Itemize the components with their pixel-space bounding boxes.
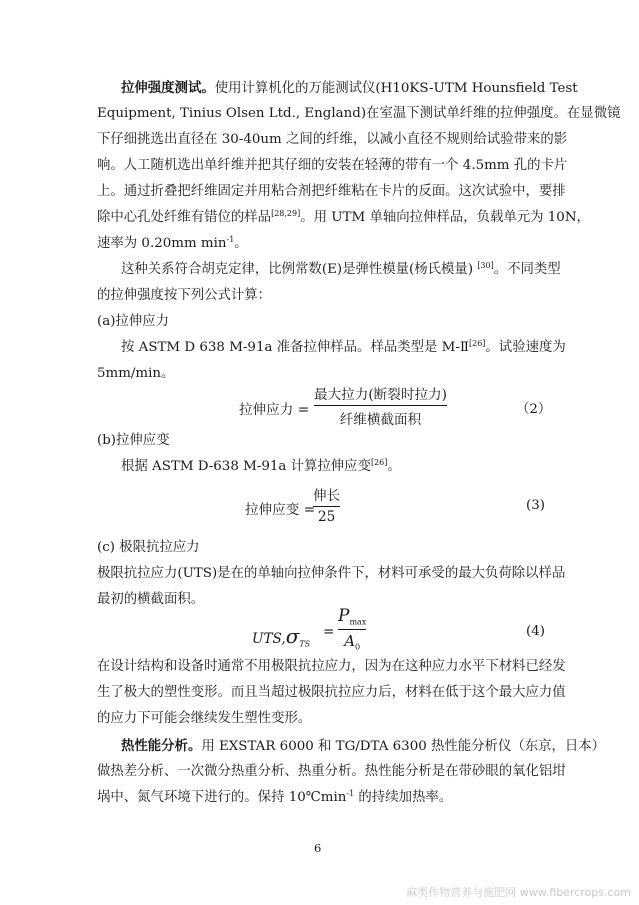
fraction-bar [313,506,340,507]
equation-2-number: （2） [516,402,552,417]
para3-line3: 的应力下可能会继续发生塑性变形。 [97,711,312,726]
para1-line2: Equipment, Tinius Olsen Ltd., England)在室温下测试单纤维的拉伸强度。在显微镜 [97,106,621,121]
citation: [26] [469,339,486,348]
para2-line2: 的拉伸强度按下列公式计算： [97,288,272,303]
fraction-bar [338,629,366,630]
para3-line1: 在设计结构和设备时通常不用极限抗拉应力，因为在这种应力水平下材料已经发 [97,659,566,674]
equation-3-numerator: 伸长 [313,488,341,504]
para1-line4: 响。人工随机选出单纤维并把其仔细的安装在轻薄的带有一个 4.5mm 孔的卡片 [97,158,568,173]
watermark: 麻类作物营养与施肥网 www.fibercrops.com [406,886,631,899]
para4-line3: 埚中、氮气环境下进行的。保持 $10℃\min^{-1}$ 的持续加热率。 [97,789,453,805]
equation-2-lhs: 拉伸应力 = [239,402,310,418]
para4-line2: 做热差分析、一次微分热重分析、热重分析。热性能分析是在带砂眼的氧化铝坩 [97,764,566,779]
citation: [26] [370,458,388,467]
para1-line1: 拉伸强度测试。使用计算机化的万能测试仪(H10KS-UTM Hounsfield Test [121,80,578,96]
equation-3-number: (3) [526,498,545,513]
equation-4-lhs: $UTS,\sigma_{TS}$ [252,624,311,649]
citation: [28,29] [271,209,301,218]
equation-4-number: (4) [526,624,545,639]
sec-c-line1: 极限抗拉应力(UTS)是在的单轴向拉伸条件下，材料可承受的最大负荷除以样品 [97,566,566,581]
equation-3-denominator: 25 [317,509,336,525]
sec-b-line1: 根据 ASTM D-638 M-91a 计算拉伸应变[26]。 [121,458,401,474]
equation-3-lhs: 拉伸应变 = [245,502,316,518]
fraction-bar [314,405,447,406]
para3-line2: 生了极大的塑性变形。而且当超过极限抗拉应力后，材料在低于这个最大应力值 [97,685,566,700]
para2-line1: 这种关系符合胡克定律，比例常数(E)是弹性模量(杨氏模量) [30]。不同类型 [121,261,561,277]
equation-2-numerator: 最大拉力(断裂时拉力) [314,387,447,403]
sec-c-line2: 最初的横截面积。 [97,592,205,607]
para4-line1: 热性能分析。用 EXSTAR 6000 和 TG/DTA 6300 热性能分析仪（东京，日本） [121,738,606,754]
equation-4-numerator: $P_{max}$ [338,606,367,627]
sec-a-line1: 按 ASTM D 638 M-91a 准备拉伸样品。样品类型是 M-Ⅱ[26]。试验速度为 [121,339,566,355]
equation-2-denominator: 纤维横截面积 [339,412,422,428]
sec-a-line2: 5mm/min。 [97,366,175,381]
para1-line5: 上。通过折叠把纤维固定并用粘合剂把纤维粘在卡片的反面。这次试验中，要排 [97,184,566,199]
para1-line7: 速率为 0.20mm $\min^{-1}$。 [97,235,248,251]
subsection-title-b: (b)拉伸应变 [97,433,170,448]
para1-line6: 除中心孔处纤维有错位的样品[28,29]。用 UTM 单轴向拉伸样品，负载单元为 10N， [97,209,590,225]
sigma-symbol: σ [285,624,300,648]
para1-line3: 下仔细挑选出直径在 30-40um 之间的纤维，以减小直径不规则给试验带来的影 [97,132,568,147]
section-heading-tensile-test: 拉伸强度测试。 [121,80,215,96]
equation-3-fraction [313,484,340,525]
subsection-title-a: (a)拉伸应力 [97,314,169,329]
citation: [30] [477,261,494,270]
equation-4-denominator: $A_0$ [344,631,361,652]
page-number: 6 [314,841,322,855]
section-heading-thermal-analysis: 热性能分析。 [121,738,202,754]
equation-4-fraction [338,606,366,651]
equation-4-equals: = [323,624,335,640]
equation-2-fraction [314,383,447,428]
subsection-title-c: (c) 极限抗拉应力 [97,540,200,555]
